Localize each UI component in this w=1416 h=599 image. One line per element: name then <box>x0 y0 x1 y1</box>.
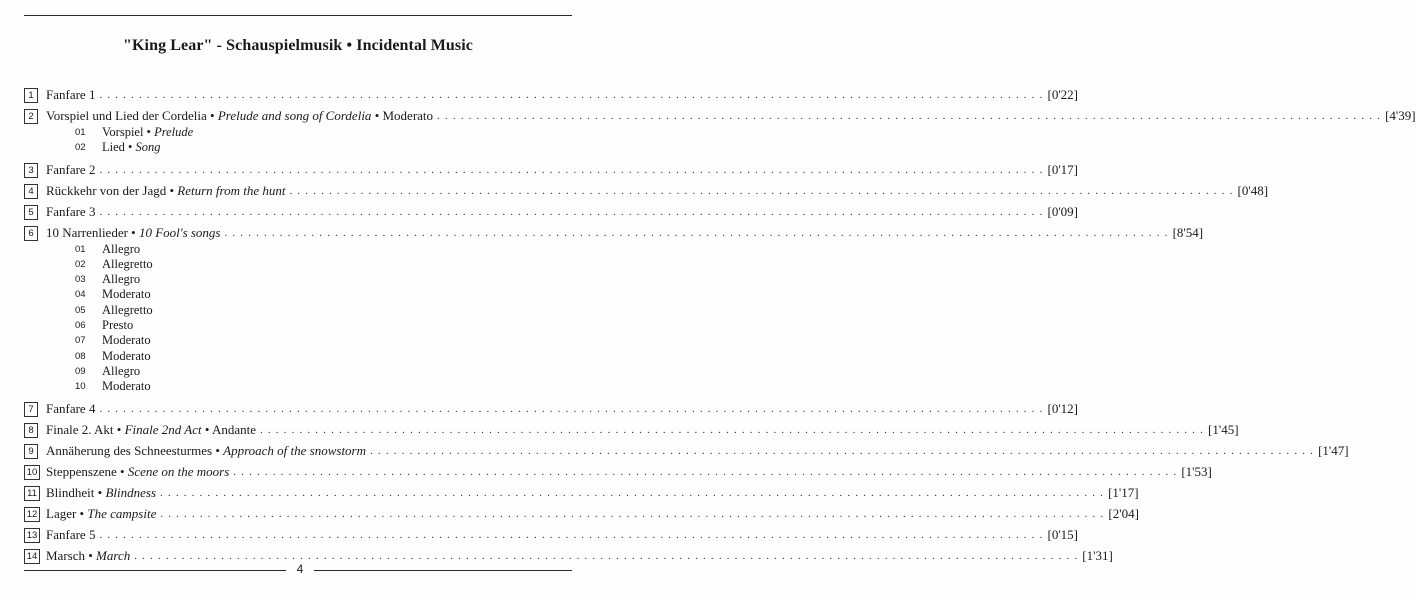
subtrack-item[interactable] <box>75 257 560 272</box>
track-number: 12 <box>24 507 40 522</box>
dot-leader: . . . . . . . . . . . . . . . . . . . . . . . . . . . . . . . . . . . . . . . . . . . . . . . . . . . . . . . . . . . . . . . . . . . . . . . . . . . . . . . . . . . . . . . . . . . . . . . . . . . . . . . . . . . . . . . . . . . . . . . . <box>370 444 1315 457</box>
subtrack-list <box>75 242 560 395</box>
subtrack-number: 10 <box>75 381 86 393</box>
track-title-english: Approach of the snowstorm <box>223 442 367 458</box>
subtrack-title-part: Moderato <box>102 348 151 363</box>
track-title <box>46 183 285 199</box>
track-title-part: Fanfare 4 <box>46 400 96 416</box>
track-row[interactable] <box>24 526 1079 548</box>
track-title-english: Prelude and song of Cordelia <box>217 108 372 123</box>
bottom-rule-right <box>314 570 572 571</box>
subtrack-title-part: Allegro <box>102 363 141 378</box>
subtrack-list <box>75 125 560 156</box>
track-number: 1 <box>24 88 38 103</box>
track-duration: [0'12] <box>1047 400 1079 416</box>
dot-leader: . . . . . . . . . . . . . . . . . . . . . . . . . . . . . . . . . . . . . . . . . . . . . . . . . . . . . . . . . . . . . . . . . . . . . . . . . . . . . . . . . . . . . . . . . . . . . . . . . . . . . . . . . . . . . . . . . . . . . . . . <box>160 507 1105 520</box>
track-title <box>46 225 221 241</box>
dot-leader: . . . . . . . . . . . . . . . . . . . . . . . . . . . . . . . . . . . . . . . . . . . . . . . . . . . . . . . . . . . . . . . . . . . . . . . . . . . . . . . . . . . . . . . . . . . . . . . . . . . . . . . . . . . . . . . . . . . . . . . . <box>99 163 1044 176</box>
track-title-part: Fanfare 2 <box>46 161 96 177</box>
subtrack-item[interactable] <box>75 364 560 379</box>
subtrack-item[interactable] <box>75 303 560 318</box>
subtrack-title-part: Presto <box>102 318 134 333</box>
subtrack-title-part: Allegretto <box>102 302 153 317</box>
track-duration: [1'17] <box>1108 484 1139 500</box>
track-title <box>46 443 366 459</box>
subtrack-number: 05 <box>75 304 86 316</box>
track-title-part: Fanfare 5 <box>46 526 96 542</box>
track-number: 10 <box>24 465 40 480</box>
track-title <box>46 527 95 543</box>
track-row[interactable] <box>24 421 1239 443</box>
track-title-part: Finale 2. Akt • <box>46 421 125 437</box>
track-duration: [1'53] <box>1181 463 1212 479</box>
subtrack-number: 03 <box>75 274 86 286</box>
subtrack-number: 07 <box>75 335 86 347</box>
subtrack-item[interactable] <box>75 125 560 140</box>
track-row[interactable] <box>24 484 1139 506</box>
dot-leader: . . . . . . . . . . . . . . . . . . . . . . . . . . . . . . . . . . . . . . . . . . . . . . . . . . . . . . . . . . . . . . . . . . . . . . . . . . . . . . . . . . . . . . . . . . . . . . . . . . . . . . . . . . . . . . . . . . . . . . . . <box>99 89 1044 101</box>
track-list <box>24 87 1416 569</box>
track-number: 4 <box>24 184 38 199</box>
subtrack-title-part: Allegro <box>102 272 141 287</box>
dot-leader: . . . . . . . . . . . . . . . . . . . . . . . . . . . . . . . . . . . . . . . . . . . . . . . . . . . . . . . . . . . . . . . . . . . . . . . . . . . . . . . . . . . . . . . . . . . . . . . . . . . . . . . . . . . . . . . . . . . . . . . . <box>259 423 1205 436</box>
subtrack-title-part: Lied • <box>102 140 136 155</box>
track-duration: [1'31] <box>1082 547 1113 563</box>
track-title-part: Annäherung des Schneesturmes • <box>46 442 224 458</box>
track-number: 5 <box>24 205 38 220</box>
track-title-english: The campsite <box>87 505 157 521</box>
subtrack-title <box>102 242 140 257</box>
track-duration: [0'15] <box>1047 526 1079 542</box>
subtrack-number: 09 <box>75 365 86 377</box>
subtrack-number: 06 <box>75 320 86 332</box>
subtrack-item[interactable] <box>75 140 560 155</box>
track-title <box>46 162 95 178</box>
dot-leader: . . . . . . . . . . . . . . . . . . . . . . . . . . . . . . . . . . . . . . . . . . . . . . . . . . . . . . . . . . . . . . . . . . . . . . . . . . . . . . . . . . . . . . . . . . . . . . . . . . . . . . . . . . . . . . . . . . . . . . . . <box>134 549 1079 562</box>
track-title <box>46 485 156 501</box>
subtrack-title-part: Allegro <box>102 241 141 256</box>
track-row[interactable] <box>24 203 1079 225</box>
dot-leader: . . . . . . . . . . . . . . . . . . . . . . . . . . . . . . . . . . . . . . . . . . . . . . . . . . . . . . . . . . . . . . . . . . . . . . . . . . . . . . . . . . . . . . . . . . . . . . . . . . . . . . . . . . . . . . . . . . . . . . . . <box>99 402 1044 415</box>
track-duration: [0'22] <box>1047 87 1079 102</box>
track-number: 9 <box>24 444 38 459</box>
track-duration: [0'17] <box>1047 161 1079 177</box>
track-duration: [4'39] <box>1385 108 1416 123</box>
subtrack-number: 02 <box>75 142 86 154</box>
subtrack-title <box>102 349 151 364</box>
track-number: 3 <box>24 163 38 178</box>
subtrack-number: 01 <box>75 127 86 138</box>
track-row[interactable] <box>24 400 1079 422</box>
subtrack-title <box>102 318 133 333</box>
track-title <box>46 204 95 220</box>
subtrack-title-part: Vorspiel • <box>102 125 155 139</box>
track-duration: [0'09] <box>1047 203 1079 219</box>
subtrack-number: 08 <box>75 350 86 362</box>
subtrack-title <box>102 125 193 140</box>
subtrack-item[interactable] <box>75 272 560 287</box>
subtrack-title <box>102 379 151 394</box>
subtrack-item[interactable] <box>75 318 560 333</box>
track-title <box>46 548 130 564</box>
track-title-part: 10 Narrenlieder • <box>46 224 139 240</box>
track-number: 8 <box>24 423 38 438</box>
dot-leader: . . . . . . . . . . . . . . . . . . . . . . . . . . . . . . . . . . . . . . . . . . . . . . . . . . . . . . . . . . . . . . . . . . . . . . . . . . . . . . . . . . . . . . . . . . . . . . . . . . . . . . . . . . . . . . . . . . . . . . . . <box>160 486 1105 499</box>
subtrack-title-part: Moderato <box>102 333 151 348</box>
subtrack-title <box>102 287 151 302</box>
track-number: 13 <box>24 528 40 543</box>
dot-leader: . . . . . . . . . . . . . . . . . . . . . . . . . . . . . . . . . . . . . . . . . . . . . . . . . . . . . . . . . . . . . . . . . . . . . . . . . . . . . . . . . . . . . . . . . . . . . . . . . . . . . . . . . . . . . . . . . . . . . . . . <box>224 226 1169 239</box>
track-row[interactable] <box>24 463 1212 485</box>
track-number: 7 <box>24 402 38 417</box>
subtrack-title <box>102 272 140 287</box>
subtrack-number: 02 <box>75 258 86 270</box>
track-title-english: 10 Fool's songs <box>138 224 221 240</box>
track-number: 2 <box>24 109 38 124</box>
subtrack-item[interactable] <box>75 333 560 348</box>
subtrack-title-part: Song <box>135 140 161 155</box>
track-row[interactable] <box>24 87 1079 108</box>
subtrack-title <box>102 364 140 379</box>
track-title-part: Marsch • <box>46 547 97 563</box>
dot-leader: . . . . . . . . . . . . . . . . . . . . . . . . . . . . . . . . . . . . . . . . . . . . . . . . . . . . . . . . . . . . . . . . . . . . . . . . . . . . . . . . . . . . . . . . . . . . . . . . . . . . . . . . . . . . . . . . . . . . . . . . <box>437 110 1382 122</box>
track-row[interactable] <box>24 182 1269 204</box>
track-duration: [0'48] <box>1237 182 1269 198</box>
track-number: 6 <box>24 226 38 241</box>
subtrack-number: 04 <box>75 289 86 301</box>
track-title <box>46 422 256 438</box>
page-number: 4 <box>296 562 304 576</box>
page-title: "King Lear" - Schauspielmusik • Incidental Music <box>123 37 473 54</box>
track-duration: [8'54] <box>1172 224 1204 240</box>
track-number: 14 <box>24 549 40 564</box>
track-duration: [1'45] <box>1208 421 1239 437</box>
track-number: 11 <box>24 486 40 501</box>
subtrack-item[interactable] <box>75 287 560 302</box>
track-title <box>46 108 433 124</box>
track-row[interactable] <box>24 108 1416 125</box>
track-row[interactable] <box>24 505 1139 527</box>
top-rule <box>24 15 572 16</box>
dot-leader: . . . . . . . . . . . . . . . . . . . . . . . . . . . . . . . . . . . . . . . . . . . . . . . . . . . . . . . . . . . . . . . . . . . . . . . . . . . . . . . . . . . . . . . . . . . . . . . . . . . . . . . . . . . . . . . . . . . . . . . . <box>233 465 1178 478</box>
bottom-rule-left <box>24 570 286 571</box>
track-duration: [1'47] <box>1318 442 1349 458</box>
subtrack-title-part: Allegretto <box>102 256 153 271</box>
track-title-part: • Andante <box>201 421 256 437</box>
dot-leader: . . . . . . . . . . . . . . . . . . . . . . . . . . . . . . . . . . . . . . . . . . . . . . . . . . . . . . . . . . . . . . . . . . . . . . . . . . . . . . . . . . . . . . . . . . . . . . . . . . . . . . . . . . . . . . . . . . . . . . . . <box>99 205 1044 218</box>
track-title-part: • Moderato <box>371 108 434 123</box>
subtrack-title-part: Moderato <box>102 287 151 302</box>
track-title-part: Blindheit • <box>46 484 106 500</box>
track-title <box>46 506 156 522</box>
track-title-english: March <box>96 547 131 563</box>
track-title-english: Finale 2nd Act <box>124 421 202 437</box>
dot-leader: . . . . . . . . . . . . . . . . . . . . . . . . . . . . . . . . . . . . . . . . . . . . . . . . . . . . . . . . . . . . . . . . . . . . . . . . . . . . . . . . . . . . . . . . . . . . . . . . . . . . . . . . . . . . . . . . . . . . . . . . <box>99 528 1044 541</box>
track-row[interactable] <box>24 161 1079 183</box>
track-title-part: Vorspiel und Lied der Cordelia • <box>46 108 218 123</box>
track-title <box>46 464 229 480</box>
track-row[interactable] <box>24 224 1204 242</box>
track-title-part: Fanfare 1 <box>46 87 96 102</box>
track-title-part: Rückkehr von der Jagd • <box>46 182 178 198</box>
subtrack-item[interactable] <box>75 379 560 394</box>
track-title-part: Lager • <box>46 505 88 521</box>
subtrack-item[interactable] <box>75 242 560 257</box>
track-duration: [2'04] <box>1108 505 1139 521</box>
track-title-part: Fanfare 3 <box>46 203 96 219</box>
track-title-part: Steppenszene • <box>46 463 128 479</box>
subtrack-number: 01 <box>75 243 86 255</box>
track-title <box>46 87 95 103</box>
track-title <box>46 401 95 417</box>
track-title-english: Return from the hunt <box>177 182 286 198</box>
subtrack-item[interactable] <box>75 349 560 364</box>
subtrack-title <box>102 303 153 318</box>
subtrack-title <box>102 333 151 348</box>
subtrack-title-part: Prelude <box>154 125 194 139</box>
track-title-english: Blindness <box>105 484 157 500</box>
subtrack-title-part: Moderato <box>102 379 151 394</box>
track-title-english: Scene on the moors <box>127 463 230 479</box>
subtrack-title <box>102 140 161 155</box>
subtrack-title <box>102 257 153 272</box>
dot-leader: . . . . . . . . . . . . . . . . . . . . . . . . . . . . . . . . . . . . . . . . . . . . . . . . . . . . . . . . . . . . . . . . . . . . . . . . . . . . . . . . . . . . . . . . . . . . . . . . . . . . . . . . . . . . . . . . . . . . . . . . <box>289 184 1234 197</box>
track-row[interactable] <box>24 442 1349 464</box>
